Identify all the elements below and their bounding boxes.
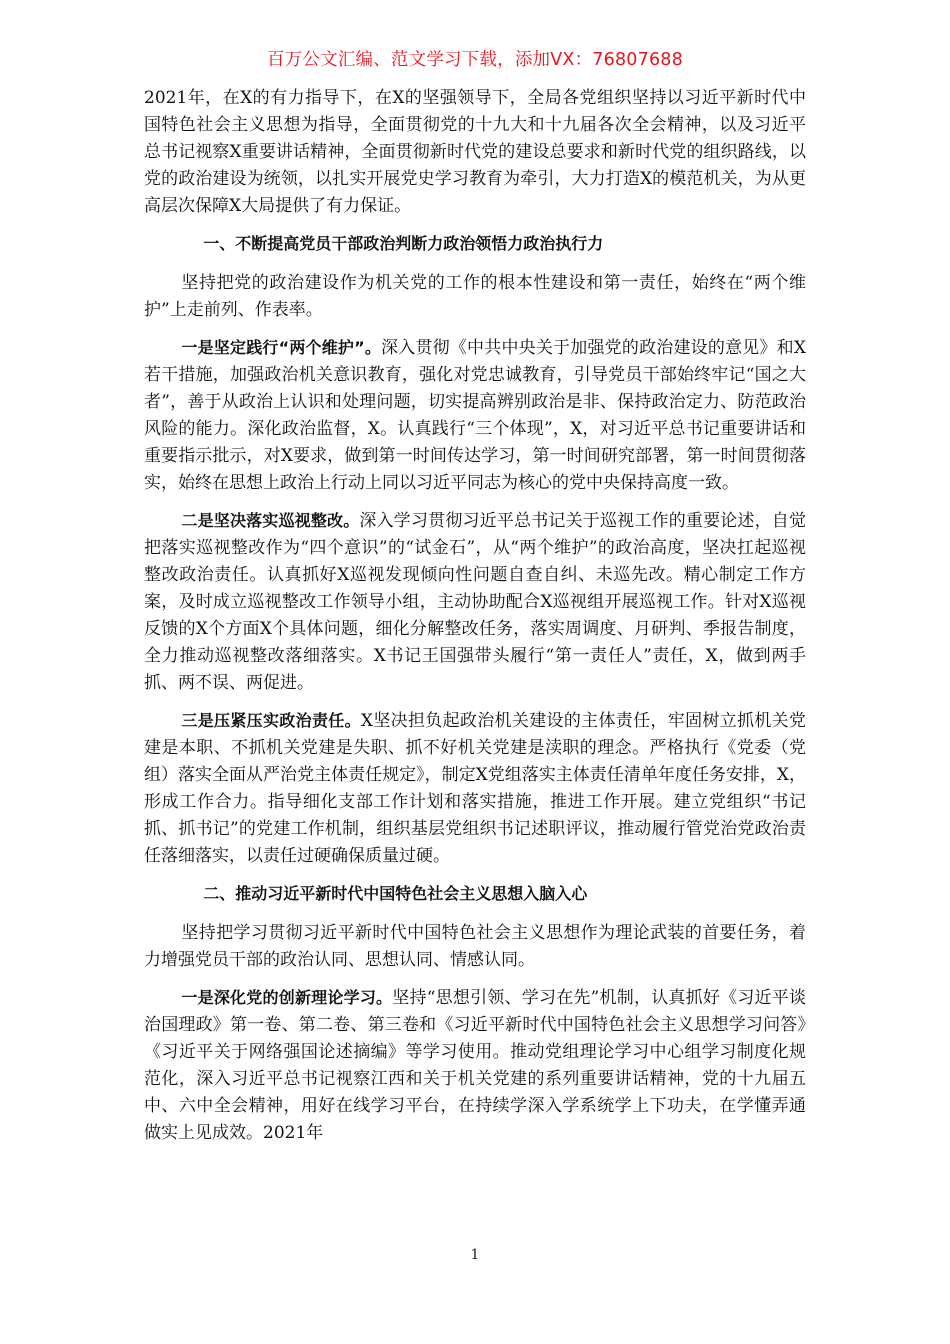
section-1-heading: 一、不断提高党员干部政治判断力政治领悟力政治执行力 (203, 234, 604, 253)
section-1-item-2 (144, 507, 806, 697)
section-1-item-3-lead: 三是压紧压实政治责任。 (181, 711, 361, 730)
section-1-item-2-text: 深入学习贯彻习近平总书记关于巡视工作的重要论述，自觉把落实巡视整改作为“四个意识”的“试金石”，从“两个维护”的政治高度，坚决扛起巡视整改政治责任。认真抓好X巡视发现倾向性问题自查自纠、未巡先改。精心制定工作方案，及时成立巡视整改工作领导小组，主动协助配合X巡视组开展巡视工作。针对X巡视反馈的X个方面X个具体问题，细化分解整改任务，落实周调度、月研判、季报告制度，全力推动巡视整改落细落实。X书记王国强带头履行“第一责任人”责任，X，做到两手抓、两不误、两促进。 (144, 511, 806, 693)
section-2-summary: 坚持把学习贯彻习近平新时代中国特色社会主义思想作为理论武装的首要任务，着力增强党员干部的政治认同、思想认同、情感认同。 (144, 923, 806, 970)
section-2-heading: 二、推动习近平新时代中国特色社会主义思想入脑入心 (203, 884, 588, 903)
section-1-summary: 坚持把党的政治建设作为机关党的工作的根本性建设和第一责任，始终在“两个维护”上走前列、作表率。 (144, 273, 806, 320)
section-1-item-1-lead: 一是坚定践行“两个维护”。 (181, 338, 382, 357)
section-1-item-1-text: 深入贯彻《中共中央关于加强党的政治建设的意见》和X若干措施，加强政治机关意识教育，强化对党忠诚教育，引导党员干部始终牢记“国之大者”，善于从政治上认识和处理问题，切实提高辨别政治是非、保持政治定力、防范政治风险的能力。深化政治监督，X。认真践行“三个体现”，X，对习近平总书记重要讲话和重要指示批示，对X要求，做到第一时间传达学习，第一时间研究部署，第一时间贯彻落实，始终在思想上政治上行动上同以习近平同志为核心的党中央保持高度一致。 (144, 338, 806, 493)
promo-banner: 百万公文汇编、范文学习下载，添加VX：76807688 (267, 50, 683, 70)
document-body (144, 85, 806, 1157)
intro-paragraph: 2021年，在X的有力指导下，在X的坚强领导下，全局各党组织坚持以习近平新时代中国特色社会主义思想为指导，全面贯彻党的十九大和十九届各次全会精神，以及习近平总书记视察X重要讲话精神，全面贯彻新时代党的建设总要求和新时代党的组织路线，以党的政治建设为统领，以扎实开展党史学习教育为牵引，大力打造X的模范机关，为从更高层次保障X大局提供了有力保证。 (144, 88, 806, 216)
page-number: 1 (470, 1247, 480, 1263)
section-2-item-1-text: 坚持“思想引领、学习在先”机制，认真抓好《习近平谈治国理政》第一卷、第二卷、第三卷和《习近平新时代中国特色社会主义思想学习问答》《习近平关于网络强国论述摘编》等学习使用。推动党组理论学习中心组学习制度化规范化，深入习近平总书记视察江西和关于机关党建的系列重要讲话精神，党的十九届五中、六中全会精神，用好在线学习平台，在持续学深入学系统学上下功夫，在学懂弄通做实上见成效。2021年 (144, 988, 806, 1143)
section-1-item-1 (144, 334, 806, 497)
section-1-item-2-lead: 二是坚决落实巡视整改。 (181, 511, 360, 530)
section-2-item-1 (144, 984, 806, 1147)
section-1-item-3-text: X坚决担负起政治机关建设的主体责任，牢固树立抓机关党建是本职、不抓机关党建是失职、抓不好机关党建是渎职的理念。严格执行《党委（党组）落实全面从严治党主体责任规定》，制定X党组落实主体责任清单年度任务安排，X，形成工作合力。指导细化支部工作计划和落实措施，推进工作开展。建立党组织“书记抓、抓书记”的党建工作机制，组织基层党组织书记述职评议，推动履行管党治党政治责任落细落实，以责任过硬确保质量过硬。 (144, 711, 806, 866)
section-2-item-1-lead: 一是深化党的创新理论学习。 (181, 988, 393, 1007)
section-1-item-3 (144, 707, 806, 870)
